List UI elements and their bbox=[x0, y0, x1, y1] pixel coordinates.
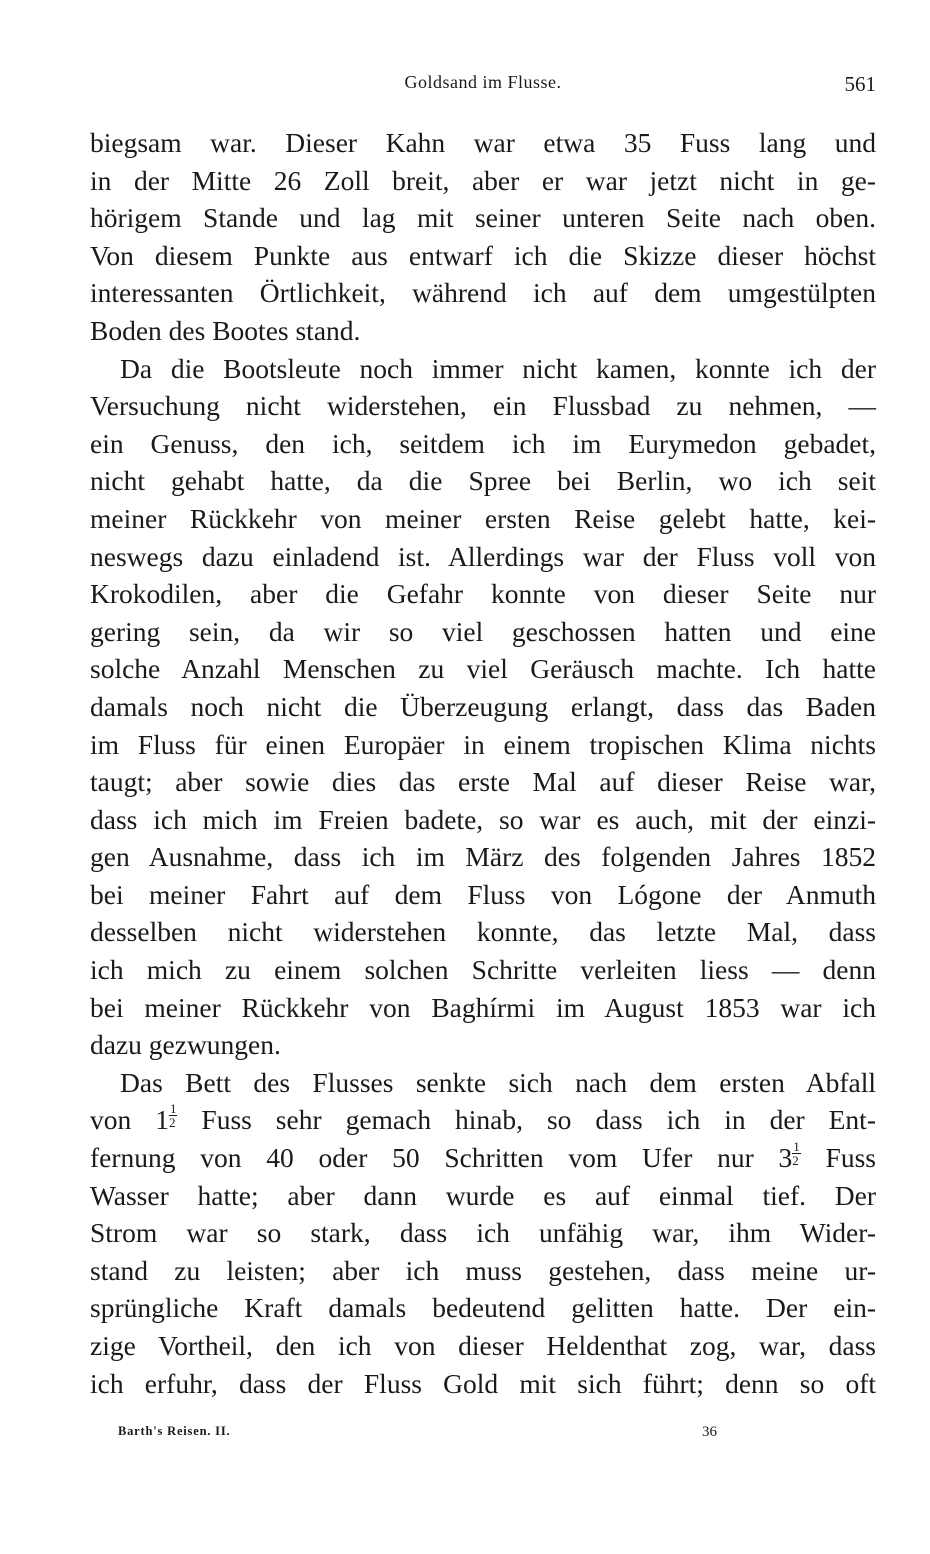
fraction-denominator: 2 bbox=[792, 1153, 799, 1169]
text-line: interessanten Örtlichkeit, während ich auf dem umgestülpten bbox=[90, 277, 876, 309]
page-number: 561 bbox=[844, 72, 876, 96]
fraction-numerator: 1 bbox=[169, 1101, 177, 1117]
text-line: biegsam war. Dieser Kahn war etwa 35 Fuss lang und bbox=[90, 127, 876, 158]
text-line: damals noch nicht die Überzeugung erlangt, dass das Baden bbox=[90, 690, 876, 722]
line-prefix: fernung von 40 oder 50 Schritten vom Ufer nur 3 bbox=[90, 1142, 793, 1174]
fraction-denominator: 2 bbox=[168, 1115, 176, 1131]
fraction-one-half bbox=[169, 1102, 178, 1129]
running-title: Goldsand im Flusse. bbox=[404, 72, 562, 92]
text-line: dass ich mich im Freien badete, so war es auch, mit der einzi- bbox=[90, 803, 876, 835]
text-line: im Fluss für einen Europäer in einem tropischen Klima nichts bbox=[90, 728, 876, 760]
text-line: ich mich zu einem solchen Schritte verleiten liess — denn bbox=[90, 954, 876, 986]
text-line: dazu gezwungen. bbox=[90, 1029, 281, 1061]
text-line: neswegs dazu einladend ist. Allerdings war der Fluss voll von bbox=[90, 540, 876, 572]
text-line: zige Vortheil, den ich von dieser Heldenthat zog, war, dass bbox=[90, 1330, 876, 1361]
text-line: ein Genuss, den ich, seitdem ich im Eurymedon gebadet, bbox=[90, 427, 876, 459]
running-head bbox=[90, 72, 876, 100]
text-line: ich erfuhr, dass der Fluss Gold mit sich führt; denn so oft bbox=[90, 1367, 876, 1399]
text-line: meiner Rückkehr von meiner ersten Reise gelebt hatte, kei- bbox=[90, 502, 876, 534]
text-line: bei meiner Fahrt auf dem Fluss von Lógone der Anmuth bbox=[90, 878, 876, 910]
line-suffix: Fuss bbox=[825, 1142, 876, 1174]
text-line: Versuchung nicht widerstehen, ein Flussbad zu nehmen, — bbox=[90, 390, 876, 422]
text-line-with-fraction bbox=[90, 1139, 876, 1177]
text-line: Strom war so stark, dass ich unfähig war, ihm Wider- bbox=[90, 1217, 876, 1249]
text-line: stand zu leisten; aber ich muss gestehen, dass meine ur- bbox=[90, 1254, 876, 1286]
line-suffix: Fuss sehr gemach hinab, so dass ich in der Ent- bbox=[201, 1104, 876, 1136]
body-text bbox=[90, 124, 876, 1402]
text-line: Krokodilen, aber die Gefahr konnte von dieser Seite nur bbox=[90, 578, 876, 610]
text-line-with-fraction bbox=[90, 1101, 876, 1139]
text-line: gen Ausnahme, dass ich im März des folgenden Jahres 1852 bbox=[90, 841, 876, 873]
fraction-one-half bbox=[792, 1140, 801, 1167]
fraction-numerator: 1 bbox=[793, 1139, 800, 1155]
printer-signature: Barth's Reisen. II. bbox=[118, 1424, 231, 1438]
text-line: nicht gehabt hatte, da die Spree bei Berlin, wo ich seit bbox=[90, 465, 876, 497]
text-line: solche Anzahl Menschen zu viel Geräusch machte. Ich hatte bbox=[90, 653, 876, 685]
text-line: hörigem Stande und lag mit seiner unteren Seite nach oben. bbox=[90, 202, 876, 234]
text-line: Wasser hatte; aber dann wurde es auf einmal tief. Der bbox=[90, 1179, 876, 1211]
text-line: taugt; aber sowie dies das erste Mal auf dieser Reise war, bbox=[90, 766, 876, 798]
text-line: Boden des Bootes stand. bbox=[90, 314, 361, 346]
sheet-number: 36 bbox=[702, 1424, 717, 1440]
text-line: Von diesem Punkte aus entwarf ich die Skizze dieser höchst bbox=[90, 239, 876, 271]
text-line: desselben nicht widerstehen konnte, das letzte Mal, dass bbox=[90, 916, 876, 948]
text-line: gering sein, da wir so viel geschossen hatten und eine bbox=[90, 615, 876, 647]
page-footer bbox=[118, 1424, 878, 1446]
text-line: sprüngliche Kraft damals bedeutend gelitten hatte. Der ein- bbox=[90, 1292, 876, 1324]
text-line: Das Bett des Flusses senkte sich nach dem ersten Abfall bbox=[120, 1066, 876, 1098]
text-line: Da die Bootsleute noch immer nicht kamen, konnte ich der bbox=[120, 352, 876, 384]
line-prefix: von 1 bbox=[90, 1104, 169, 1136]
text-line: bei meiner Rückkehr von Baghírmi im August 1853 war ich bbox=[90, 991, 876, 1023]
text-line: in der Mitte 26 Zoll breit, aber er war jetzt nicht in ge- bbox=[90, 164, 876, 196]
